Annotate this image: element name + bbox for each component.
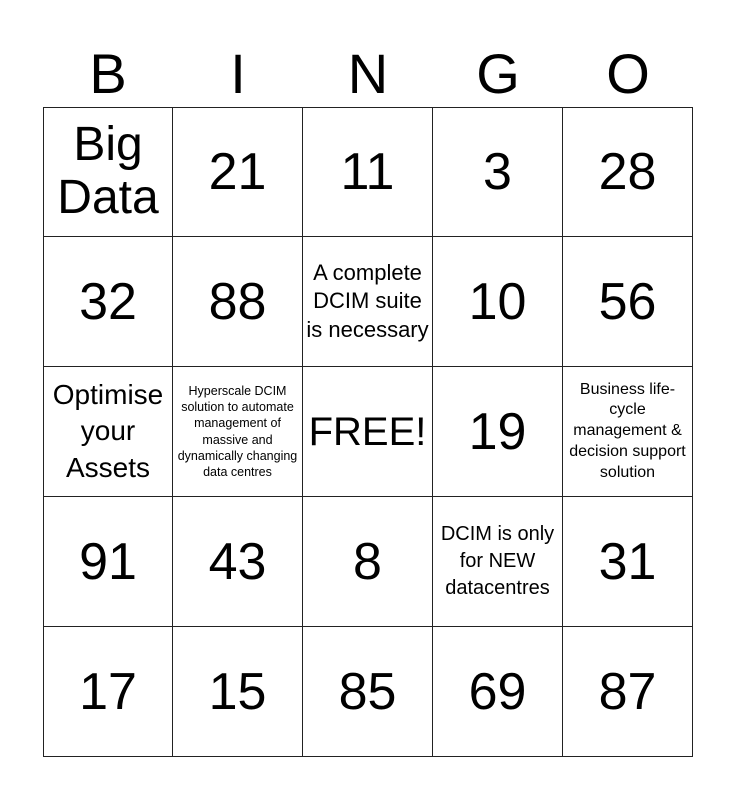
header-letter-b: B (89, 42, 127, 105)
bingo-cell[interactable]: Big Data (43, 107, 173, 237)
bingo-cell[interactable]: DCIM is only for NEW datacentres (433, 497, 563, 627)
bingo-cell[interactable]: 69 (433, 627, 563, 757)
bingo-cell[interactable]: A complete DCIM suite is necessary (303, 237, 433, 367)
bingo-cell[interactable]: 21 (173, 107, 303, 237)
free-space-cell[interactable]: FREE! (303, 367, 433, 497)
bingo-cell[interactable]: 19 (433, 367, 563, 497)
bingo-cell[interactable]: 43 (173, 497, 303, 627)
bingo-cell[interactable]: 56 (563, 237, 693, 367)
bingo-board (43, 107, 693, 757)
bingo-header (43, 40, 693, 108)
bingo-cell[interactable]: 3 (433, 107, 563, 237)
header-letter-i: I (230, 42, 246, 105)
bingo-cell[interactable]: 10 (433, 237, 563, 367)
bingo-cell[interactable]: Optimise your Assets (43, 367, 173, 497)
bingo-cell[interactable]: Hyperscale DCIM solution to automate management of massive and dynamically changing data centres (173, 367, 303, 497)
bingo-cell[interactable]: 11 (303, 107, 433, 237)
bingo-cell[interactable]: 31 (563, 497, 693, 627)
bingo-cell[interactable]: 32 (43, 237, 173, 367)
header-letter-g: G (476, 42, 520, 105)
bingo-cell[interactable]: 88 (173, 237, 303, 367)
header-letter-o: O (606, 42, 650, 105)
bingo-cell[interactable]: Business life-cycle management & decision support solution (563, 367, 693, 497)
bingo-cell[interactable]: 87 (563, 627, 693, 757)
header-letter-n: N (347, 42, 389, 105)
bingo-cell[interactable]: 8 (303, 497, 433, 627)
bingo-cell[interactable]: 15 (173, 627, 303, 757)
bingo-cell[interactable]: 85 (303, 627, 433, 757)
bingo-cell[interactable]: 28 (563, 107, 693, 237)
bingo-cell[interactable]: 91 (43, 497, 173, 627)
bingo-cell[interactable]: 17 (43, 627, 173, 757)
